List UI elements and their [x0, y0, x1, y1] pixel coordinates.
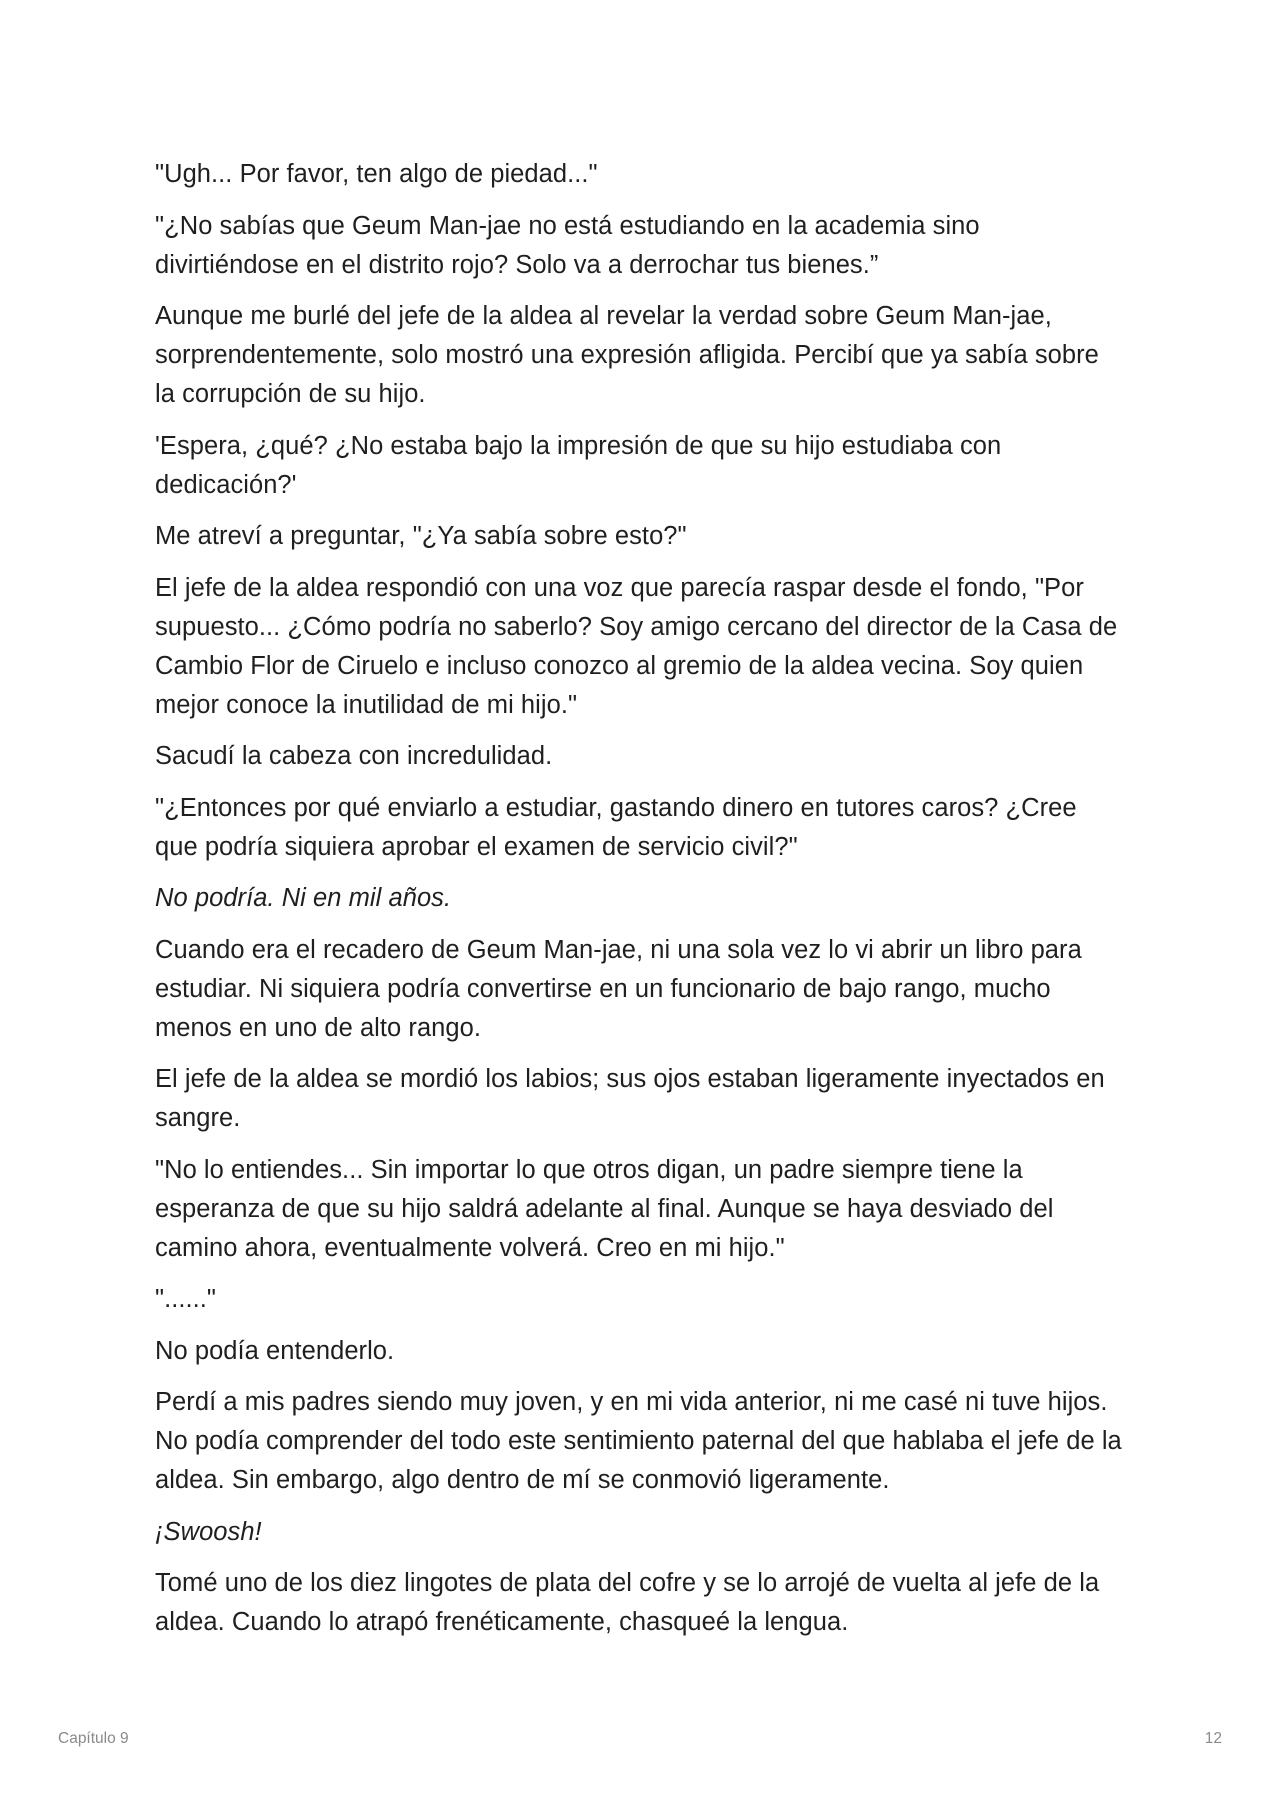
paragraph: "No lo entiendes... Sin importar lo que otros digan, un padre siempre tiene la esperanza de que su hijo saldrá adelante al final. Aunque se haya desviado del camino ahora, eventualmente volverá. Creo en mi hijo.": [155, 1155, 1054, 1262]
page-body: [155, 155, 1125, 1655]
paragraph: Tomé uno de los diez lingotes de plata del cofre y se lo arrojé de vuelta al jefe de la aldea. Cuando lo atrapó frenéticamente, chasqueé la lengua.: [155, 1569, 1100, 1636]
paragraph: Aunque me burlé del jefe de la aldea al revelar la verdad sobre Geum Man-jae, sorprendentemente, solo mostró una expresión afligida. Percibí que ya sabía sobre la corrupción de su hijo.: [155, 302, 1099, 408]
paragraph: "¿Entonces por qué enviarlo a estudiar, gastando dinero en tutores caros? ¿Cree que podría siquiera aprobar el examen de servicio civil?": [155, 793, 1077, 861]
paragraph: Sacudí la cabeza con incredulidad.: [155, 742, 553, 770]
italic-paragraph: ¡Swoosh!: [155, 1517, 262, 1546]
paragraph: "......": [155, 1285, 217, 1313]
paragraph: El jefe de la aldea respondió con una voz que parecía raspar desde el fondo, "Por supuesto... ¿Cómo podría no saberlo? Soy amigo cercano del director de la Casa de Cambio Flor de Ciruelo e incluso conozco al gremio de la aldea vecina. Soy quien mejor conoce la inutilidad de mi hijo.": [155, 573, 1118, 719]
footer-chapter: Capítulo 9: [58, 1730, 129, 1747]
paragraph: Perdí a mis padres siendo muy joven, y en mi vida anterior, ni me casé ni tuve hijos. No podía comprender del todo este sentimiento paternal del que hablaba el jefe de la aldea. Sin embargo, algo dentro de mí se conmovió ligeramente.: [155, 1388, 1122, 1494]
paragraph: "Ugh... Por favor, ten algo de piedad...": [155, 160, 598, 188]
paragraph: "¿No sabías que Geum Man-jae no está estudiando en la academia sino divirtiéndose en el distrito rojo? Solo va a derrochar tus bienes.”: [155, 211, 980, 279]
paragraph: No podía entenderlo.: [155, 1336, 395, 1365]
paragraph: Me atreví a preguntar, "¿Ya sabía sobre esto?": [155, 522, 687, 550]
footer-page-number: 12: [1204, 1730, 1222, 1747]
paragraph: 'Espera, ¿qué? ¿No estaba bajo la impresión de que su hijo estudiaba con dedicación?': [155, 431, 1002, 499]
paragraph: El jefe de la aldea se mordió los labios; sus ojos estaban ligeramente inyectados en sangre.: [155, 1065, 1105, 1132]
paragraph: Cuando era el recadero de Geum Man-jae, ni una sola vez lo vi abrir un libro para estudiar. Ni siquiera podría convertirse en un funcionario de bajo rango, mucho menos en uno de alto rango.: [155, 935, 1082, 1042]
italic-paragraph: No podría. Ni en mil años.: [155, 884, 452, 912]
